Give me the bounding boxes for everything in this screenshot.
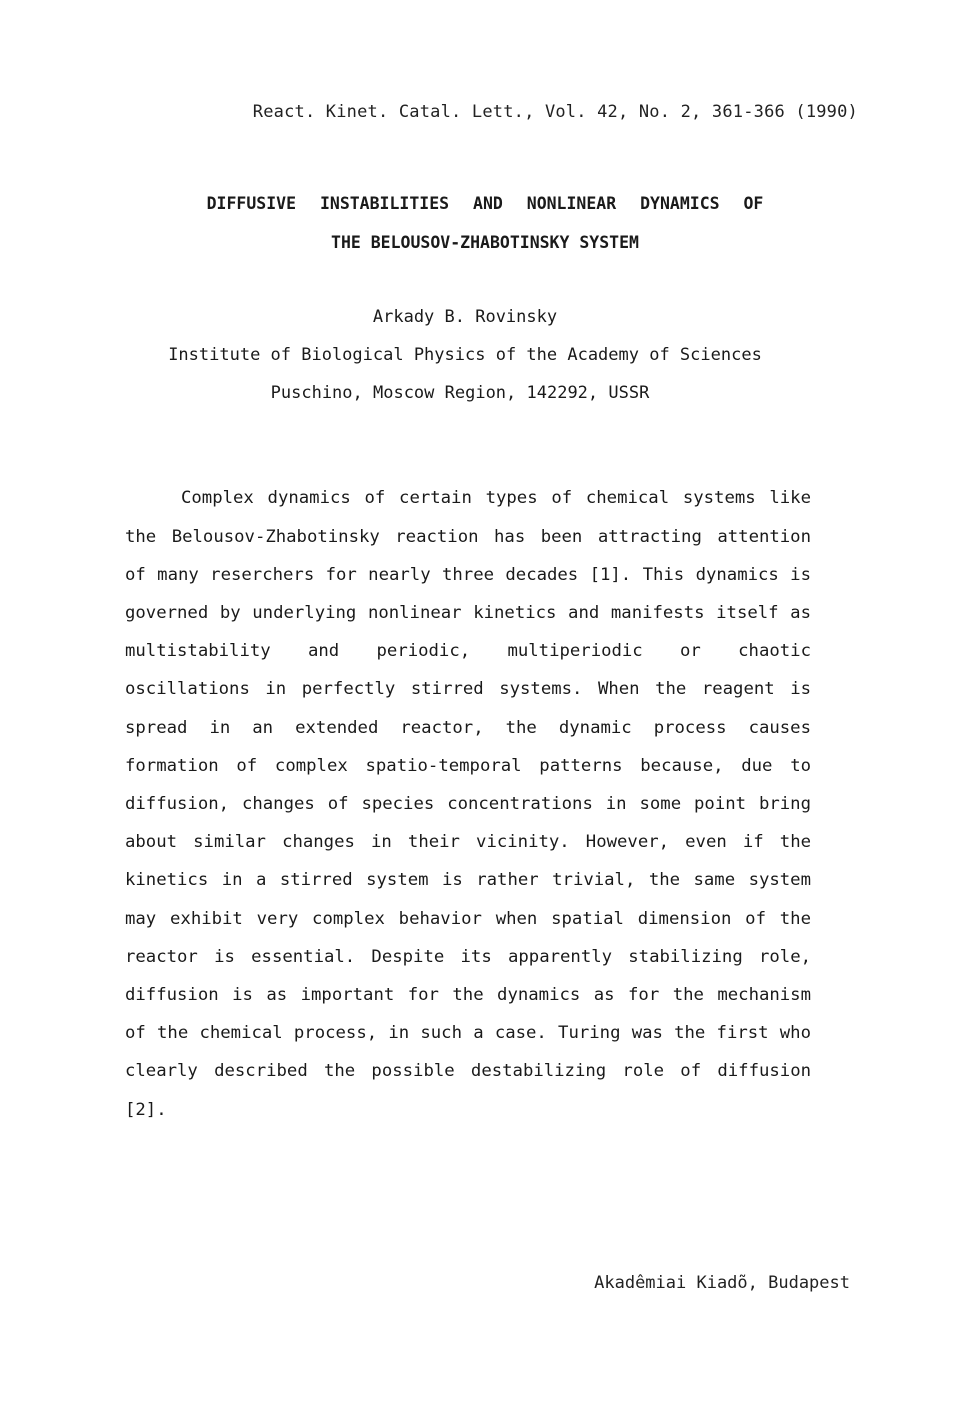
author-name: Arkady B. Rovinsky (372, 307, 558, 327)
author-address: Puschino, Moscow Region, 142292, USSR (270, 383, 650, 403)
title-line-2: THE BELOUSOV-ZHABOTINSKY SYSTEM (331, 233, 639, 252)
journal-citation: React. Kinet. Catal. Lett., Vol. 42, No. 2, 361-366 (1990) (252, 102, 858, 122)
intro-paragraph: Complex dynamics of certain types of chemical systems like the Belousov-Zhabotinsky reaction has been attracting attention of many reserchers for nearly three decades [1]. This dynamics is governed by underlying nonlinear kinetics and manifests itself as multistability and periodic, multiperiodic or chaotic oscillations in perfectly stirred systems. When the reagent is spread in an extended reactor, the dynamic process causes formation of complex spatio-temporal patterns because, due to diffusion, changes of species concentrations in some point bring about similar changes in their vicinity. However, even if the kinetics in a stirred system is rather trivial, the same system may exhibit very complex behavior when spatial dimension of the reactor is essential. Despite its apparently stabilizing role, diffusion is as important for the dynamics as for the mechanism of the chemical process, in such a case. Turing was the first who clearly described the possible destabilizing role of diffusion [2]. (125, 488, 811, 1120)
article-title (120, 184, 850, 262)
title-line-1: DIFFUSIVE INSTABILITIES AND NONLINEAR DYNAMICS OF (206, 194, 764, 213)
author-affiliation: Institute of Biological Physics of the Academy of Sciences (168, 345, 762, 365)
publisher-footer: Akadêmiai Kiadõ, Budapest (594, 1273, 850, 1293)
